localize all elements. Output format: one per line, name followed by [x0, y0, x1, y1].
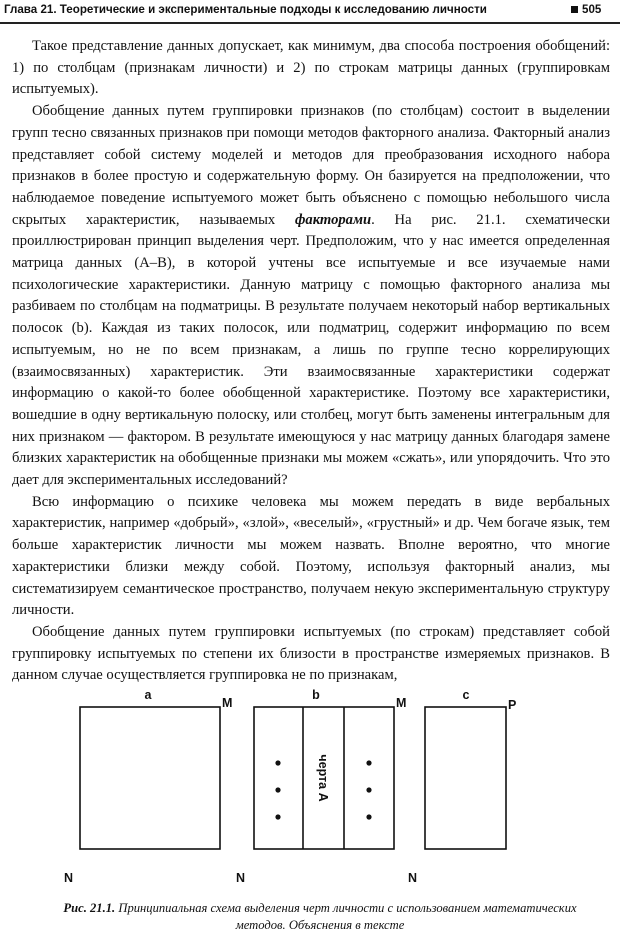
panel-c-label: c: [462, 688, 470, 702]
ellipsis-dot: [366, 760, 371, 765]
matrix-c-rect: [425, 707, 506, 849]
ellipsis-dot: [366, 787, 371, 792]
panel-a-corner-m: M: [222, 696, 233, 710]
ellipsis-dot: [275, 814, 280, 819]
caption-text: Принципиальная схема выделения черт личности с использованием математических методов. Объяснения в тексте: [115, 901, 577, 932]
panel-b-corner-m: M: [396, 696, 407, 710]
panel-c-corner-p: P: [508, 698, 517, 712]
paragraph-1: Такое представление данных допускает, как минимум, два способа построения обобщений: 1) по столбцам (признакам личности) и 2) по строкам матрицы данных (группировкам испытуемых).: [12, 38, 610, 98]
term-factors: факторами: [294, 211, 372, 228]
running-header: [0, 0, 620, 24]
paragraph-4: Обобщение данных путем группировки испытуемых (по строкам) представляет собой группировку испытуемых по степени их близости в пространстве измеряемых признаков. В данном случае осуществляется группировка не по признакам,: [12, 623, 610, 684]
strip-label-trait-a: черта А: [316, 754, 330, 802]
figure-diagram: [0, 680, 620, 890]
matrix-a-rect: [80, 707, 220, 849]
figure-21-1: [0, 680, 620, 890]
ellipsis-dot: [275, 787, 280, 792]
ellipsis-dot: [275, 760, 280, 765]
paragraph-2-start: Обобщение данных путем группировки признаков (по столбцам) состоит в выделении групп тесно связанных признаков при помощи методов факторного анализа. Факторный анализ представляет собой систему моделей и методов для преобразования исходного набора признаков в более простую и содержательную форму. Он базируется на предположении, что наблюдаемое поведение испытуемого может быть объяснено с помощью небольшого числа скрытых характеристик, называемых: [12, 103, 610, 228]
ellipsis-dot: [366, 814, 371, 819]
paragraph-2-end: . На рис. 21.1. схематически проиллюстрирован принцип выделения черт. Предположим, что у нас имеется определенная матрица данных (А–В), в которой учтены все испытуемые и все изучаемые нами психологические характеристики. Данную матрицу с помощью факторного анализа мы разбиваем по столбцам на подматрицы. В результате получаем некоторый набор вертикальных полосок (b). Каждая из таких полосок, или подматриц, содержит информацию по всем испытуемым, но не по всем признакам, а лишь по группе тесно коррелирующих (взаимосвязанных) характеристик. Эти взаимосвязанные характеристики содержат информацию о какой-то более обобщенной характеристике. Поэтому все характеристики, вошедшие в одну вертикальную полоску, или столбец, могут быть заменены интегральным для них признаком — фактором. В результате имеющуюся у нас матрицу данных благодаря замене близких характеристик на обобщенные признаки мы можем «сжать», или упорядочить. Что это дает для экспериментальных исследований?: [12, 211, 611, 489]
panel-a-label: a: [144, 688, 152, 702]
caption-number: Рис. 21.1.: [63, 901, 116, 915]
body-text: [12, 36, 610, 687]
paragraph-3: Всю информацию о психике человека мы можем передать в виде вербальных характеристик, например «добрый», «злой», «веселый», «грустный» и др. Чем богаче язык, тем больше характеристик личности мы можем назвать. Вполне вероятно, что многие характеристики близки между собой. Поэтому, используя факторный анализ, мы систематизируем семантическое пространство, получаем некую экспериментальную структуру личности.: [12, 493, 610, 619]
panel-c-corner-n: N: [408, 871, 418, 885]
panel-a-corner-n: N: [64, 871, 74, 885]
panel-b-corner-n: N: [236, 871, 246, 885]
header-title: Глава 21. Теоретические и экспериментальные подходы к исследованию личности: [4, 3, 487, 16]
page-number: 505: [582, 3, 602, 16]
paragraph-2: [12, 101, 610, 492]
figure-caption: [60, 900, 580, 934]
header-square-icon: [571, 6, 578, 13]
panel-b-label: b: [312, 688, 320, 702]
